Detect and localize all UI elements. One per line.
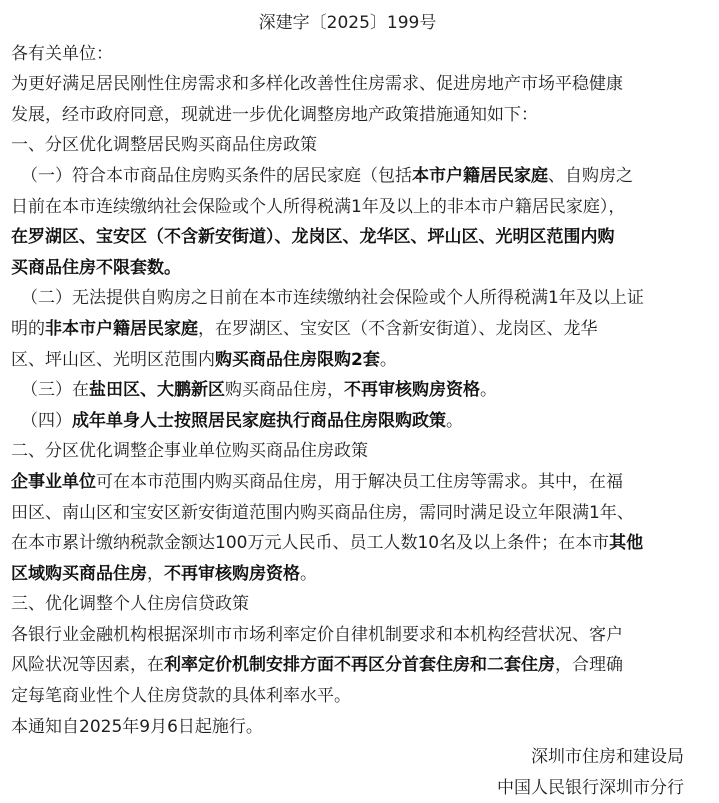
text-run: 。 <box>379 349 397 370</box>
text-run: ， <box>147 563 164 584</box>
bold-run: 非本市户籍居民家庭 <box>45 318 198 339</box>
text-run: 风险状况等因素，在 <box>11 655 164 676</box>
text-run: 。 <box>446 410 463 431</box>
section-3-heading: 三、优化调整个人住房信贷政策 <box>11 594 249 615</box>
bold-run: 不再审核购房资格 <box>344 380 480 401</box>
section-1-item-1-line-2: 日前在本市连续缴纳社会保险或个人所得税满1年及以上的非本市户籍居民家庭）， <box>11 196 626 217</box>
intro-line-1: 为更好满足居民刚性住房需求和多样化改善性住房需求、促进房地产市场平稳健康 <box>11 74 623 95</box>
text-run: 购买商品住房， <box>225 380 344 401</box>
section-2-heading: 二、分区优化调整企事业单位购买商品住房政策 <box>11 441 368 462</box>
section-2-line-4 <box>11 559 684 590</box>
text-run: 明的 <box>11 318 45 339</box>
bold-run: 企事业单位 <box>11 471 96 492</box>
text-run: 在本市累计缴纳税款金额达100万元人民币、员工人数10名及以上条件；在本市 <box>11 533 610 554</box>
section-1-item-4 <box>11 406 684 437</box>
text-run: 。 <box>300 563 317 584</box>
document-number: 深建字〔2025〕199号 <box>258 13 437 33</box>
text-run: 区、坪山区、光明区范围内 <box>11 349 215 370</box>
section-1-item-3 <box>11 375 684 406</box>
signature-pboc-branch: 中国人民银行深圳市分行 <box>497 777 684 798</box>
bold-run: 购买商品住房限购2套 <box>215 349 380 370</box>
bold-run: 成年单身人士按照居民家庭执行商品住房限购政策 <box>72 410 446 431</box>
section-1-item-1-line-3 <box>11 222 684 253</box>
section-3-line-1: 各银行业金融机构根据深圳市市场利率定价自律机制要求和本机构经营状况、客户 <box>11 624 623 645</box>
section-1-item-1-line-4 <box>11 253 684 284</box>
text-run: ，合理确 <box>555 655 623 676</box>
section-1-item-2-line-3 <box>11 345 684 376</box>
bold-run: 盐田区、大鹏新区 <box>89 380 225 401</box>
section-2-line-2: 田区、南山区和宝安区新安街道范围内购买商品住房，需同时满足设立年限满1年、 <box>11 502 634 523</box>
bold-run: 区域购买商品住房 <box>11 563 147 584</box>
effective-date: 本通知自2025年9月6日起施行。 <box>11 716 263 737</box>
intro-line-2: 发展，经市政府同意，现就进一步优化调整房地产政策措施通知如下： <box>11 104 538 125</box>
text-run: （四） <box>21 410 72 431</box>
bold-run: 在罗湖区、宝安区（不含新安街道）、龙岗区、龙华区、坪山区、光明区范围内购 <box>11 227 615 248</box>
bold-run: 买商品住房不限套数。 <box>11 257 181 278</box>
salutation: 各有关单位： <box>11 43 113 64</box>
signature-housing-bureau: 深圳市住房和建设局 <box>531 747 684 768</box>
text-run: （三）在 <box>21 380 89 401</box>
text-run: 、自购房之 <box>548 165 633 186</box>
text-run: 。 <box>480 380 497 401</box>
section-1-item-2-line-2 <box>11 314 684 345</box>
bold-run: 不再审核购房资格 <box>164 563 300 584</box>
section-3-line-2 <box>11 650 684 681</box>
text-run: ，在罗湖区、宝安区（不含新安街道）、龙岗区、龙华 <box>198 318 598 339</box>
section-2-line-1 <box>11 467 684 498</box>
section-1-item-2-line-1: （二）无法提供自购房之日前在本市连续缴纳社会保险或个人所得税满1年及以上证 <box>21 288 644 309</box>
bold-run: 其他 <box>609 533 644 554</box>
bold-run: 利率定价机制安排方面不再区分首套住房和二套住房 <box>164 655 555 676</box>
section-2-line-3 <box>11 528 684 559</box>
section-1-item-1-line-1 <box>11 161 684 192</box>
notice-document <box>11 8 684 803</box>
bold-run: 本市户籍居民家庭 <box>412 165 548 186</box>
text-run: （一）符合本市商品住房购买条件的居民家庭（包括 <box>21 165 412 186</box>
text-run: 可在本市范围内购买商品住房，用于解决员工住房等需求。其中，在福 <box>96 471 623 492</box>
section-1-heading: 一、分区优化调整居民购买商品住房政策 <box>11 135 317 156</box>
section-3-line-3: 定每笔商业性个人住房贷款的具体利率水平。 <box>11 686 351 707</box>
